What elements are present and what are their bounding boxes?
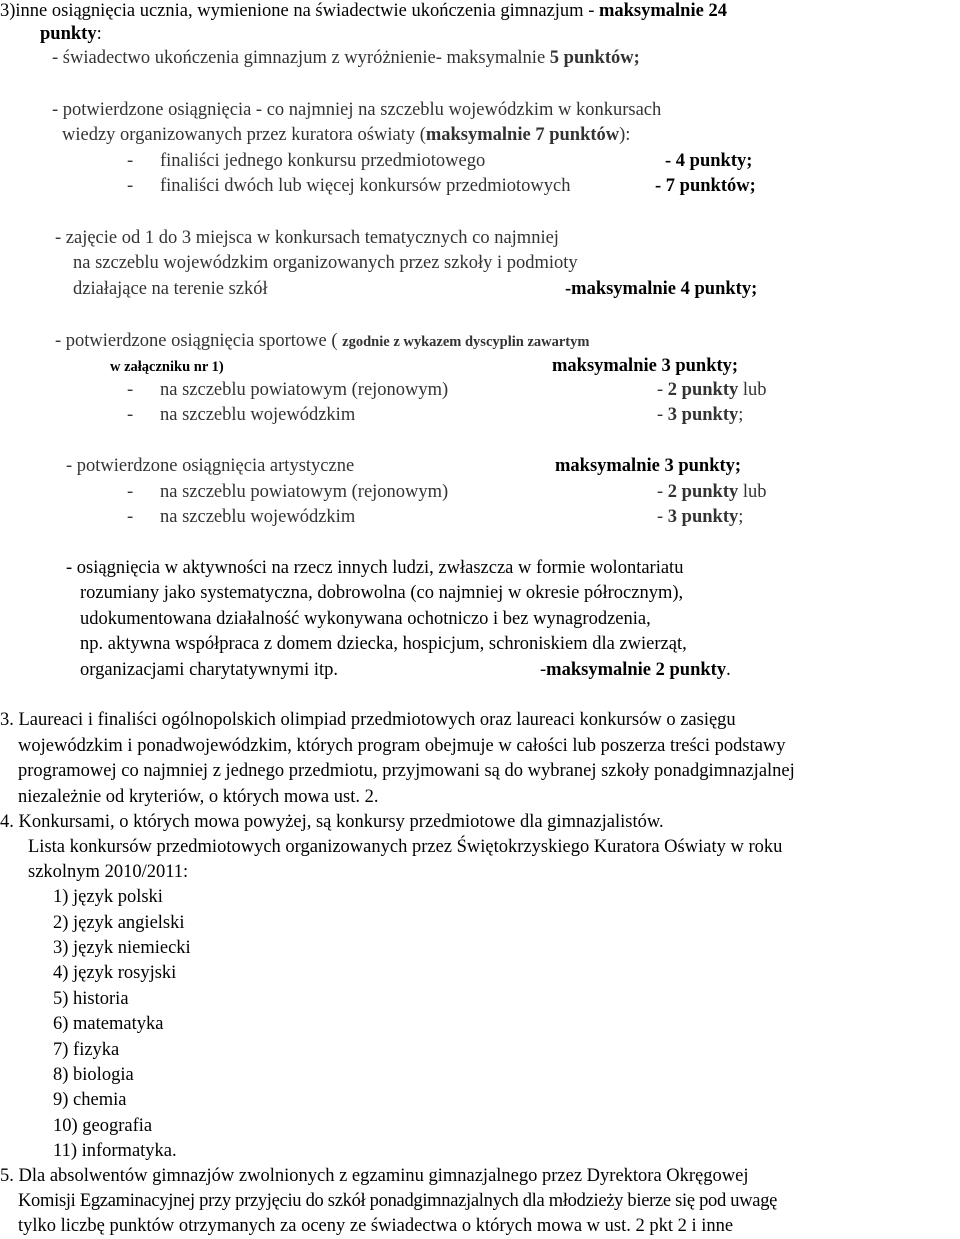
sport-item-label-1: na szczeblu powiatowym (rejonowym) [160,380,449,400]
kurator-contests-line1: - potwierdzone osiągnięcia - co najmniej na szczeblu wojewódzkim w konkursach [52,100,662,120]
kurator-item-points-1: - 4 punkty; [665,151,753,171]
subject-list-item: 6) matematyka [53,1014,164,1034]
subject-list-item: 5) historia [53,989,129,1009]
art-item-dash-2: - [127,507,134,527]
point5-line1: 5. Dla absolwentów gimnazjów zwolnionych z egzaminu gimnazjalnego przez Dyrektora Okręgowej [0,1166,749,1186]
subject-list-item: 4) język rosyjski [53,963,177,983]
sport-item-dash-1: - [127,380,134,400]
art-item-points-1: - 2 punkty lub [657,482,767,502]
art-item-label-2: na szczeblu wojewódzkim [160,507,356,527]
point3-line2: wojewódzkim i ponadwojewódzkim, których program obejmuje w całości lub poszerza treści podstawy [18,736,786,756]
volunteer-line2: rozumiany jako systematyczna, dobrowolna (co najmniej w okresie półrocznym), [80,583,684,603]
point4-line3: szkolnym 2010/2011: [28,862,189,882]
kurator-item-dash-2: - [127,176,134,196]
kurator-contests-line2: wiedzy organizowanych przez kuratora oświaty (maksymalnie 7 punktów): [62,125,631,145]
kurator-item-points-2: - 7 punktów; [655,176,756,196]
kurator-item-label-2: finaliści dwóch lub więcej konkursów przedmiotowych [160,176,571,196]
point5-line2: Komisji Egzaminacyjnej przy przyjęciu do szkół ponadgimnazjalnych dla młodzieży bierze się pod uwagę [18,1191,778,1211]
point4-line1: 4. Konkursami, o których mowa powyżej, są konkursy przedmiotowe dla gimnazjalistów. [0,812,664,832]
sport-item-dash-2: - [127,405,134,425]
point5-line3: tylko liczbę punktów otrzymanych za oceny ze świadectwa o których mowa w ust. 2 pkt 2 i inne [18,1216,734,1236]
volunteer-line4: np. aktywna współpraca z domem dziecka, hospicjum, schroniskiem dla zwierząt, [80,634,687,654]
art-line1: - potwierdzone osiągnięcia artystyczne [66,456,355,476]
subject-list-item: 3) język niemiecki [53,938,191,958]
volunteer-line1: - osiągnięcia w aktywności na rzecz innych ludzi, zwłaszcza w formie wolontariatu [66,558,684,578]
subject-list-item: 10) geografia [53,1116,153,1136]
sport-item-points-2: - 3 punkty; [657,405,744,425]
subject-list-item: 9) chemia [53,1090,127,1110]
kurator-item-label-1: finaliści jednego konkursu przedmiotowego [160,151,486,171]
sport-max-points: maksymalnie 3 punkty; [552,356,739,376]
art-item-dash-1: - [127,482,134,502]
art-item-points-2: - 3 punkty; [657,507,744,527]
sport-line2: w załączniku nr 1) [110,359,224,375]
point3-line3: programowej co najmniej z jednego przedmiotu, przyjmowani są do wybranej szkoły ponadgimnazjalnej [18,761,795,781]
distinction-line: - świadectwo ukończenia gimnazjum z wyróżnienie- maksymalnie 5 punktów; [52,48,640,68]
achievements-header-cont: punkty: [40,24,102,44]
thematic-contests-line2: na szczeblu wojewódzkim organizowanych przez szkoły i podmioty [73,253,578,273]
art-item-label-1: na szczeblu powiatowym (rejonowym) [160,482,449,502]
point3-line1: 3. Laureaci i finaliści ogólnopolskich olimpiad przedmiotowych oraz laureaci konkursów o zasięgu [0,710,736,730]
thematic-contests-line3: działające na terenie szkół [73,279,268,299]
subject-list-item: 2) język angielski [53,913,185,933]
point4-line2: Lista konkursów przedmiotowych organizowanych przez Świętokrzyskiego Kuratora Oświaty w roku [28,837,783,857]
thematic-contests-line1: - zajęcie od 1 do 3 miejsca w konkursach tematycznych co najmniej [55,228,559,248]
thematic-contests-points: -maksymalnie 4 punkty; [565,279,758,299]
kurator-item-dash-1: - [127,151,134,171]
sport-line1: - potwierdzone osiągnięcia sportowe ( zgodnie z wykazem dyscyplin zawartym [55,331,590,351]
subject-list-item: 8) biologia [53,1065,134,1085]
point3-line4: niezależnie od kryteriów, o których mowa ust. 2. [18,787,379,807]
sport-item-points-1: - 2 punkty lub [657,380,767,400]
subject-list-item: 7) fizyka [53,1040,120,1060]
volunteer-points: -maksymalnie 2 punkty. [540,660,731,680]
art-max-points: maksymalnie 3 punkty; [555,456,742,476]
subject-list-item: 11) informatyka. [53,1141,177,1161]
achievements-header: 3)inne osiągnięcia ucznia, wymienione na świadectwie ukończenia gimnazjum - maksymalnie 24 [0,1,727,21]
volunteer-line5: organizacjami charytatywnymi itp. [80,660,339,680]
sport-item-label-2: na szczeblu wojewódzkim [160,405,356,425]
subject-list-item: 1) język polski [53,887,163,907]
volunteer-line3: udokumentowana działalność wykonywana ochotniczo i bez wynagrodzenia, [80,609,651,629]
